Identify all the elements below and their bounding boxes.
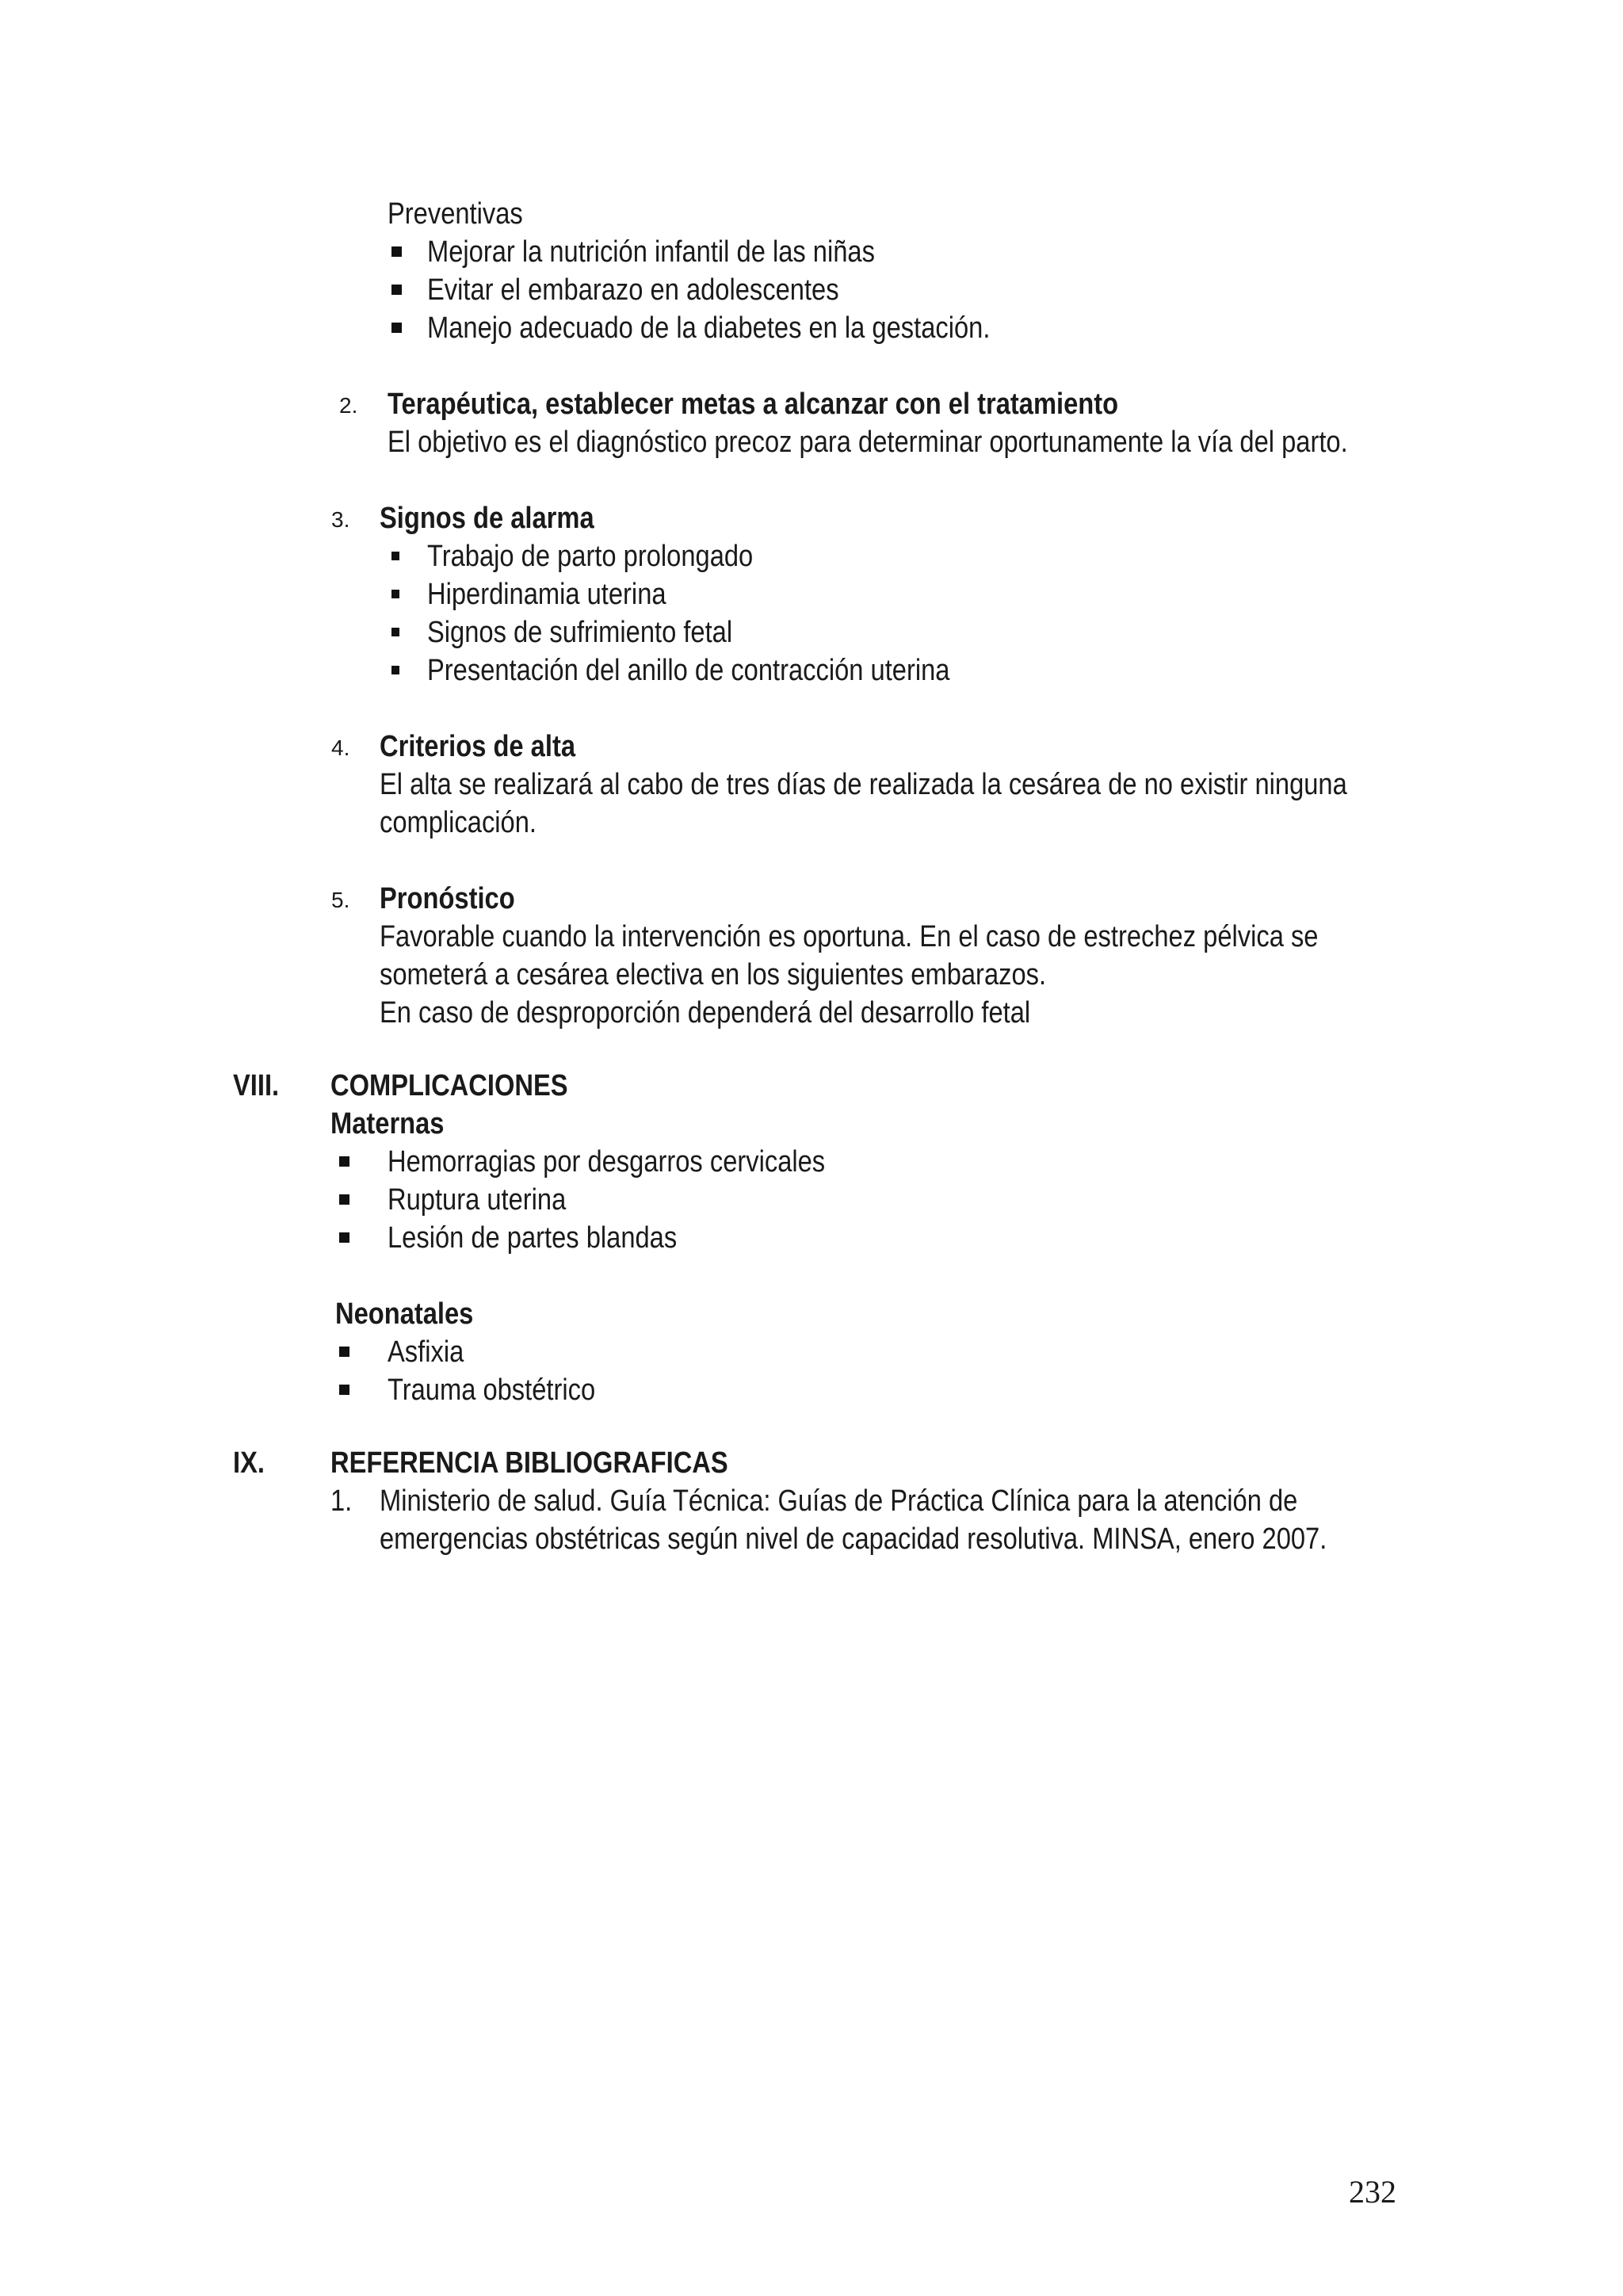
bullet-icon bbox=[339, 1156, 349, 1167]
page-number: 232 bbox=[1349, 2174, 1396, 2210]
bullet-icon bbox=[339, 1385, 349, 1395]
bullet-icon bbox=[391, 323, 402, 333]
subsection-heading: Maternas bbox=[330, 1107, 445, 1140]
list-item: Mejorar la nutrición infantil de las niñas bbox=[427, 235, 875, 269]
reference-text: emergencias obstétricas según nivel de capacidad resolutiva. MINSA, enero 2007. bbox=[380, 1522, 1327, 1556]
section-heading: Terapéutica, establecer metas a alcanzar con el tratamiento bbox=[388, 388, 1119, 421]
preventivas-heading: Preventivas bbox=[388, 197, 523, 231]
reference-text: Ministerio de salud. Guía Técnica: Guías de Práctica Clínica para la atención de bbox=[380, 1484, 1298, 1518]
item-number: 5. bbox=[331, 888, 350, 912]
paragraph: El alta se realizará al cabo de tres días de realizada la cesárea de no existir ninguna bbox=[380, 768, 1347, 801]
paragraph: Favorable cuando la intervención es oportuna. En el caso de estrechez pélvica se bbox=[380, 920, 1319, 953]
list-item: Asfixia bbox=[388, 1335, 464, 1369]
section-heading: Pronóstico bbox=[380, 882, 515, 915]
list-item: Hemorragias por desgarros cervicales bbox=[388, 1145, 826, 1179]
item-number: 3. bbox=[331, 507, 350, 532]
section-title: COMPLICACIONES bbox=[330, 1069, 568, 1102]
section-heading: Signos de alarma bbox=[380, 502, 594, 535]
list-item: Lesión de partes blandas bbox=[388, 1221, 678, 1255]
list-item: Hiperdinamia uterina bbox=[427, 578, 666, 611]
paragraph: someterá a cesárea electiva en los siguientes embarazos. bbox=[380, 958, 1047, 991]
list-item: Trauma obstétrico bbox=[388, 1373, 596, 1407]
paragraph: complicación. bbox=[380, 806, 537, 839]
bullet-icon bbox=[391, 285, 402, 295]
item-number: 2. bbox=[339, 393, 358, 418]
list-item: Evitar el embarazo en adolescentes bbox=[427, 273, 839, 307]
bullet-icon bbox=[339, 1232, 349, 1243]
list-item: Presentación del anillo de contracción uterina bbox=[427, 654, 950, 687]
item-number: 4. bbox=[331, 735, 350, 760]
bullet-icon bbox=[391, 246, 402, 257]
bullet-icon bbox=[391, 666, 399, 674]
list-item: Manejo adecuado de la diabetes en la gestación. bbox=[427, 311, 991, 345]
bullet-icon bbox=[391, 552, 399, 560]
list-item: Signos de sufrimiento fetal bbox=[427, 616, 733, 649]
reference-number: 1. bbox=[330, 1484, 353, 1518]
paragraph: El objetivo es el diagnóstico precoz para determinar oportunamente la vía del parto. bbox=[388, 426, 1348, 459]
subsection-heading: Neonatales bbox=[335, 1297, 474, 1331]
bullet-icon bbox=[391, 628, 399, 636]
section-title: REFERENCIA BIBLIOGRAFICAS bbox=[330, 1446, 728, 1480]
section-number: VIII. bbox=[233, 1069, 280, 1102]
list-item: Trabajo de parto prolongado bbox=[427, 540, 754, 573]
bullet-icon bbox=[339, 1347, 349, 1357]
section-number: IX. bbox=[233, 1446, 265, 1480]
section-heading: Criterios de alta bbox=[380, 730, 576, 763]
bullet-icon bbox=[339, 1194, 349, 1205]
paragraph: En caso de desproporción dependerá del desarrollo fetal bbox=[380, 996, 1031, 1030]
bullet-icon bbox=[391, 590, 399, 598]
list-item: Ruptura uterina bbox=[388, 1183, 567, 1217]
